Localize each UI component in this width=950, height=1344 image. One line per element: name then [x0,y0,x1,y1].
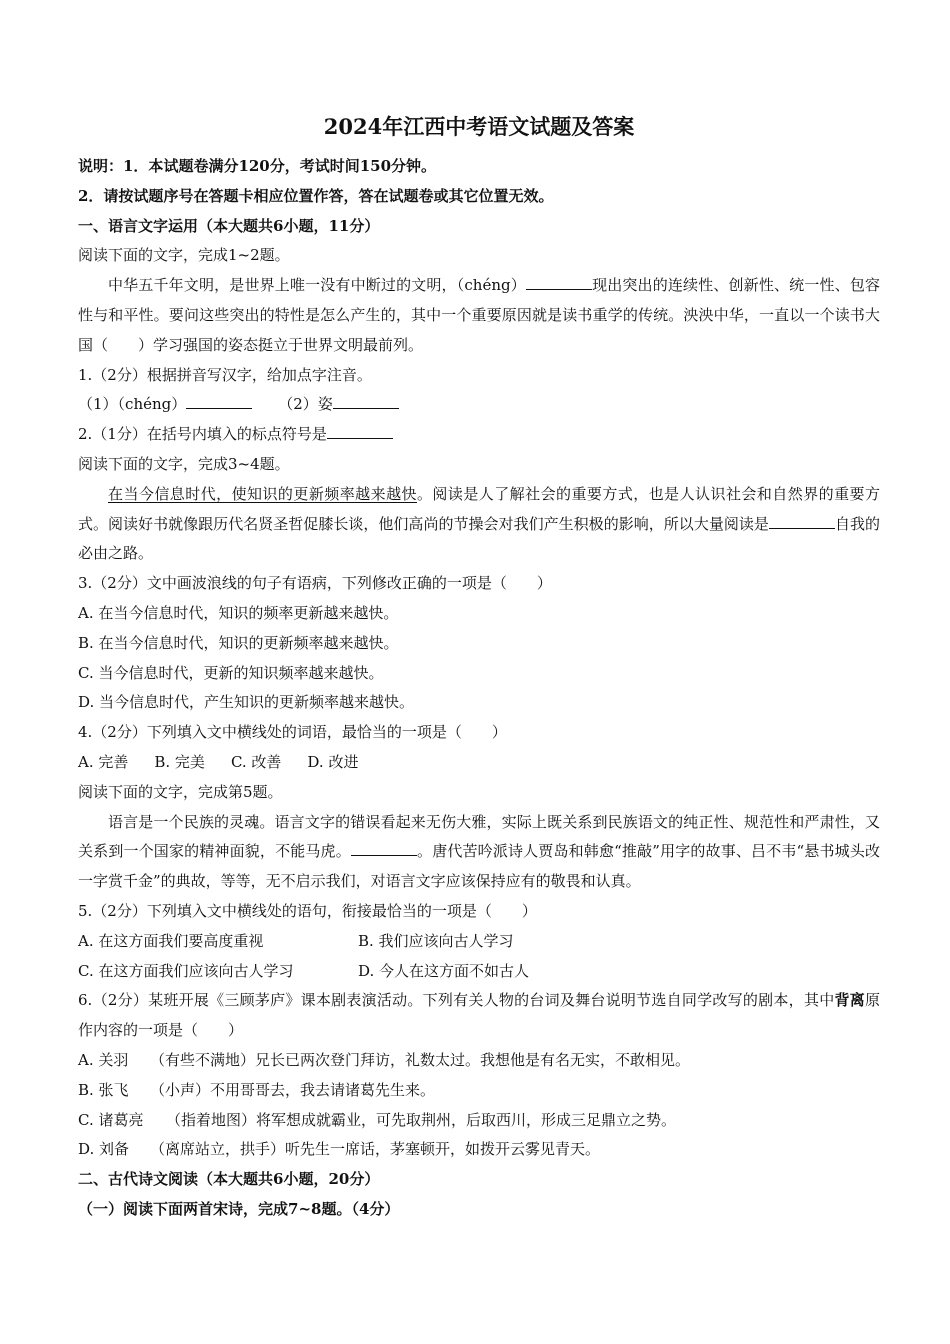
question-5-option-c: C. 在这方面我们应该向古人学习 [78,961,294,980]
passage-1 [78,271,880,360]
passage-3-start: 语言是一个民族的灵魂。语言文字的错误看起来无伤大雅，实际上既关系到民族语文的纯正性、规范性和严肃性，又关系到一个国家的精神面貌，不能马虎。 [78,812,880,861]
section2-heading: 二、古代诗文阅读（本大题共6小题，20分） [78,1170,380,1189]
role-name: B. 张飞 [78,1080,129,1099]
question-3-option-b: B. 在当今信息时代，知识的更新频率越来越快。 [78,633,399,652]
question-1-part-a: （1）（chéng） [78,395,187,414]
note-1: 说明：1．本试题卷满分120分，考试时间150分钟。 [78,157,437,175]
page-title: 2024年江西中考语文试题及答案 [323,114,635,139]
role-name: D. 刘备 [78,1140,130,1159]
wavy-underlined-sentence: 在当今信息时代，使知识的更新频率越来越快 [108,484,417,503]
question-5-option-d: D. 今人在这方面不如古人 [358,961,530,980]
question-6 [78,986,880,1046]
question-2-text: 2.（1分）在括号内填入的标点符号是 [78,425,327,444]
option-text: （离席站立，拱手）听先生一席话，茅塞顿开，如拨开云雾见青天。 [150,1140,601,1159]
role-name: C. 诸葛亮 [78,1110,144,1129]
option-text: （有些不满地）兄长已两次登门拜访，礼数太过。我想他是有名无实，不敢相见。 [150,1050,691,1069]
section2-subheading: （一）阅读下面两首宋诗，完成7~8题。（4分） [78,1199,400,1218]
question-5-option-b: B. 我们应该向古人学习 [358,931,514,950]
passage-3 [78,808,880,897]
question-4-option-a: A. 完善 [78,752,129,771]
blank-line [769,514,835,529]
passage-2-end: 自我的必由之路。 [78,514,880,563]
question-4-option-b: B. 完美 [154,752,205,771]
option-text: （指着地图）将军想成就霸业，可先取荆州，后取西川，形成三足鼎立之势。 [166,1110,677,1129]
question-4: 4.（2分）下列填入文中横线处的词语，最恰当的一项是（ ） [78,723,507,742]
role-name: A. 关羽 [78,1050,129,1069]
read-instruction-1: 阅读下面的文字，完成1~2题。 [78,246,290,265]
passage-3-end: 。唐代苦吟派诗人贾岛和韩愈“推敲”用字的故事、吕不韦“悬书城头改一字赏千金”的典故，等等，无不启示我们，对语言文字应该保持应有的敬畏和认真。 [78,842,880,891]
question-5-options-row-2 [78,957,880,987]
question-2 [78,420,880,450]
blank-line [351,841,417,856]
question-1: 1.（2分）根据拼音写汉字，给加点字注音。 [78,365,372,384]
question-1-parts [78,390,880,420]
question-6-option-d [78,1135,880,1165]
question-4-options [78,748,880,778]
question-6-text-a: 6.（2分）某班开展《三顾茅庐》课本剧表演活动。下列有关人物的台词及舞台说明节选自同学改写的剧本， [78,991,804,1010]
passage-1-start: 中华五千年文明，是世界上唯一没有中断过的文明，（chéng） [108,276,526,295]
note-2: 2．请按试题序号在答题卡相应位置作答，答在试题卷或其它位置无效。 [78,186,554,205]
question-3-option-d: D. 当今信息时代，产生知识的更新频率越来越快。 [78,693,415,712]
option-text: （小声）不用哥哥去，我去请诸葛先生来。 [150,1080,436,1099]
question-6-emphasis: 背离 [834,991,865,1010]
blank-line [333,394,399,409]
question-6-option-b [78,1076,880,1106]
passage-2 [78,480,880,569]
question-3: 3.（2分）文中画波浪线的句子有语病，下列修改正确的一项是（ ） [78,574,552,593]
question-6-option-c [78,1106,880,1136]
read-instruction-2: 阅读下面的文字，完成3~4题。 [78,454,290,473]
question-6-text-b: 其中 [803,991,835,1010]
read-instruction-3: 阅读下面的文字，完成第5题。 [78,782,283,801]
question-5: 5.（2分）下列填入文中横线处的语句，衔接最恰当的一项是（ ） [78,901,537,920]
question-4-option-d: D. 改进 [307,752,359,771]
question-1-part-b: （2）姿 [278,395,333,414]
question-5-option-a: A. 在这方面我们要高度重视 [78,931,264,950]
question-6-text-c: 原作内容的一项是（ ） [78,991,880,1040]
passage-1-rest: 现出突出的连续性、创新性、统一性、包容性与和平性。要问这些突出的特性是怎么产生的，其中一个重要原因就是读书重学的传统。泱泱中华，一直以一个读书大国（ ）学习强国的姿态挺立于世界文明最前列。 [78,276,880,354]
blank-line [526,275,592,290]
question-3-option-c: C. 当今信息时代，更新的知识频率越来越快。 [78,663,384,682]
blank-line [186,394,252,409]
question-6-option-a [78,1046,880,1076]
question-4-option-c: C. 改善 [230,752,282,771]
blank-line [327,424,393,439]
question-3-option-a: A. 在当今信息时代，知识的频率更新越来越快。 [78,603,399,622]
question-5-options-row-1 [78,927,880,957]
passage-2-rest: 。阅读是人了解社会的重要方式，也是人认识社会和自然界的重要方式。阅读好书就像跟历代名贤圣哲促膝长谈，他们高尚的节操会对我们产生积极的影响，所以大量阅读是 [78,484,880,533]
section1-heading: 一、语言文字运用（本大题共6小题，11分） [78,216,380,235]
